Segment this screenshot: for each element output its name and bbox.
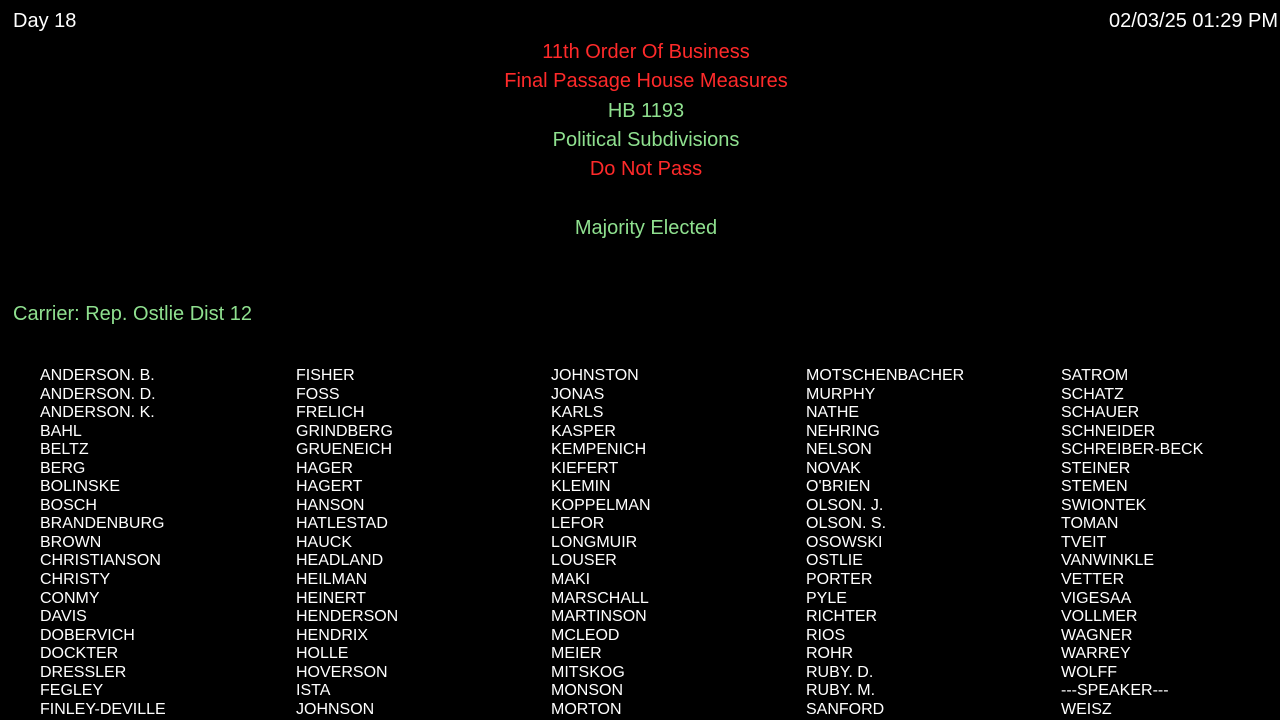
member-name: LOUSER <box>551 552 617 570</box>
member-name: NATHE <box>806 404 860 422</box>
member-name: HEADLAND <box>296 552 384 570</box>
vote-info-block <box>0 38 1280 243</box>
member-name: JOHNSON <box>296 700 375 718</box>
member-name: ---SPEAKER--- <box>1061 682 1169 700</box>
member-name: ANDERSON. B. <box>40 367 155 384</box>
member-name: MEIER <box>551 645 602 663</box>
member-name: SCHNEIDER <box>1061 422 1156 440</box>
member-name: SATROM <box>1061 367 1129 384</box>
member-roster <box>0 367 1280 720</box>
member-name: DAVIS <box>40 608 87 626</box>
member-name: ISTA <box>296 682 331 700</box>
member-name: RUBY. D. <box>806 663 874 681</box>
member-name: RUBY. M. <box>806 682 876 700</box>
member-name: LEFOR <box>551 515 605 533</box>
recommendation: Do Not Pass <box>589 158 703 181</box>
member-name: NEHRING <box>806 422 880 440</box>
member-name: OSTLIE <box>806 552 863 570</box>
election-status: Majority Elected <box>574 216 718 239</box>
member-name: HENDRIX <box>296 626 369 644</box>
member-name: OLSON. J. <box>806 496 884 514</box>
member-name: NELSON <box>806 441 872 459</box>
member-name: TOMAN <box>1061 515 1119 533</box>
member-name: CHRISTIANSON <box>40 552 161 570</box>
member-name: FISHER <box>296 367 355 384</box>
member-name: PORTER <box>806 571 873 589</box>
member-name: SCHATZ <box>1061 385 1124 403</box>
member-name: LONGMUIR <box>551 533 638 551</box>
member-name: HAGER <box>296 459 353 477</box>
member-name: MAKI <box>551 571 591 589</box>
member-name: SCHREIBER-BECK <box>1061 441 1204 459</box>
member-name: STEMEN <box>1061 478 1128 496</box>
member-name: BRANDENBURG <box>40 515 165 533</box>
member-name: MURPHY <box>806 385 876 403</box>
member-name: SCHAUER <box>1061 404 1140 422</box>
member-name: VOLLMER <box>1061 608 1138 626</box>
member-name: HEINERT <box>296 589 366 607</box>
member-name: HENDERSON <box>296 608 399 626</box>
member-name: KEMPENICH <box>551 441 647 459</box>
roster-column <box>1061 367 1280 719</box>
member-name: GRINDBERG <box>296 422 393 440</box>
member-name: WARREY <box>1061 645 1131 663</box>
member-name: MITSKOG <box>551 663 625 681</box>
member-name: CONMY <box>40 589 100 607</box>
member-name: O'BRIEN <box>806 478 871 496</box>
member-name: OLSON. S. <box>806 515 887 533</box>
member-name: WOLFF <box>1061 663 1117 681</box>
roster-column <box>296 367 546 719</box>
member-name: MORTON <box>551 700 622 718</box>
member-name: JONAS <box>551 385 605 403</box>
member-name: ANDERSON. D. <box>40 385 156 403</box>
member-name: FRELICH <box>296 404 365 422</box>
member-name: WAGNER <box>1061 626 1133 644</box>
bill-number: HB 1193 <box>607 99 685 122</box>
member-name: KARLS <box>551 404 604 422</box>
member-name: VETTER <box>1061 571 1125 589</box>
section-title: Final Passage House Measures <box>504 70 788 93</box>
committee-name: Political Subdivisions <box>552 128 740 151</box>
roster-column <box>551 367 801 719</box>
member-name: VIGESAA <box>1061 589 1132 607</box>
member-name: DOBERVICH <box>40 626 135 644</box>
member-name: BAHL <box>40 422 82 440</box>
member-name: PYLE <box>806 589 847 607</box>
order-of-business: 11th Order Of Business <box>542 41 750 63</box>
member-name: HANSON <box>296 496 365 514</box>
member-name: HEILMAN <box>296 571 368 589</box>
member-name: DOCKTER <box>40 645 119 663</box>
member-name: NOVAK <box>806 459 861 477</box>
member-name: FOSS <box>296 385 340 403</box>
member-name: KOPPELMAN <box>551 496 651 514</box>
member-name: KIEFERT <box>551 459 619 477</box>
member-name: HOVERSON <box>296 663 388 681</box>
member-name: HAGERT <box>296 478 363 496</box>
member-name: ANDERSON. K. <box>40 404 155 422</box>
member-name: VANWINKLE <box>1061 552 1155 570</box>
member-name: KLEMIN <box>551 478 611 496</box>
carrier-label: Carrier: Rep. Ostlie Dist 12 <box>13 303 252 325</box>
member-name: MONSON <box>551 682 623 700</box>
member-name: MARSCHALL <box>551 589 649 607</box>
member-name: OSOWSKI <box>806 533 883 551</box>
member-name: RICHTER <box>806 608 878 626</box>
day-label: Day 18 <box>13 10 77 32</box>
member-name: GRUENEICH <box>296 441 393 459</box>
member-name: MARTINSON <box>551 608 647 626</box>
member-name: BERG <box>40 459 86 477</box>
member-name: HOLLE <box>296 645 349 663</box>
member-name: SANFORD <box>806 700 885 718</box>
roster-column <box>40 367 290 719</box>
member-name: FINLEY-DEVILLE <box>40 700 166 718</box>
member-name: HATLESTAD <box>296 515 388 533</box>
member-name: CHRISTY <box>40 571 111 589</box>
member-name: JOHNSTON <box>551 367 639 384</box>
member-name: TVEIT <box>1061 533 1107 551</box>
member-name: SWIONTEK <box>1061 496 1147 514</box>
spacer <box>0 184 1280 213</box>
member-name: MCLEOD <box>551 626 620 644</box>
roster-column <box>806 367 1056 719</box>
member-name: STEINER <box>1061 459 1131 477</box>
member-name: BROWN <box>40 533 102 551</box>
member-name: DRESSLER <box>40 663 127 681</box>
member-name: WEISZ <box>1061 700 1112 718</box>
member-name: KASPER <box>551 422 616 440</box>
member-name: FEGLEY <box>40 682 104 700</box>
member-name: BOLINSKE <box>40 478 121 496</box>
member-name: BOSCH <box>40 496 97 514</box>
member-name: HAUCK <box>296 533 353 551</box>
datetime-label: 02/03/25 01:29 PM <box>1108 10 1278 32</box>
member-name: ROHR <box>806 645 854 663</box>
member-name: RIOS <box>806 626 846 644</box>
member-name: MOTSCHENBACHER <box>806 367 965 384</box>
member-name: BELTZ <box>40 441 89 459</box>
